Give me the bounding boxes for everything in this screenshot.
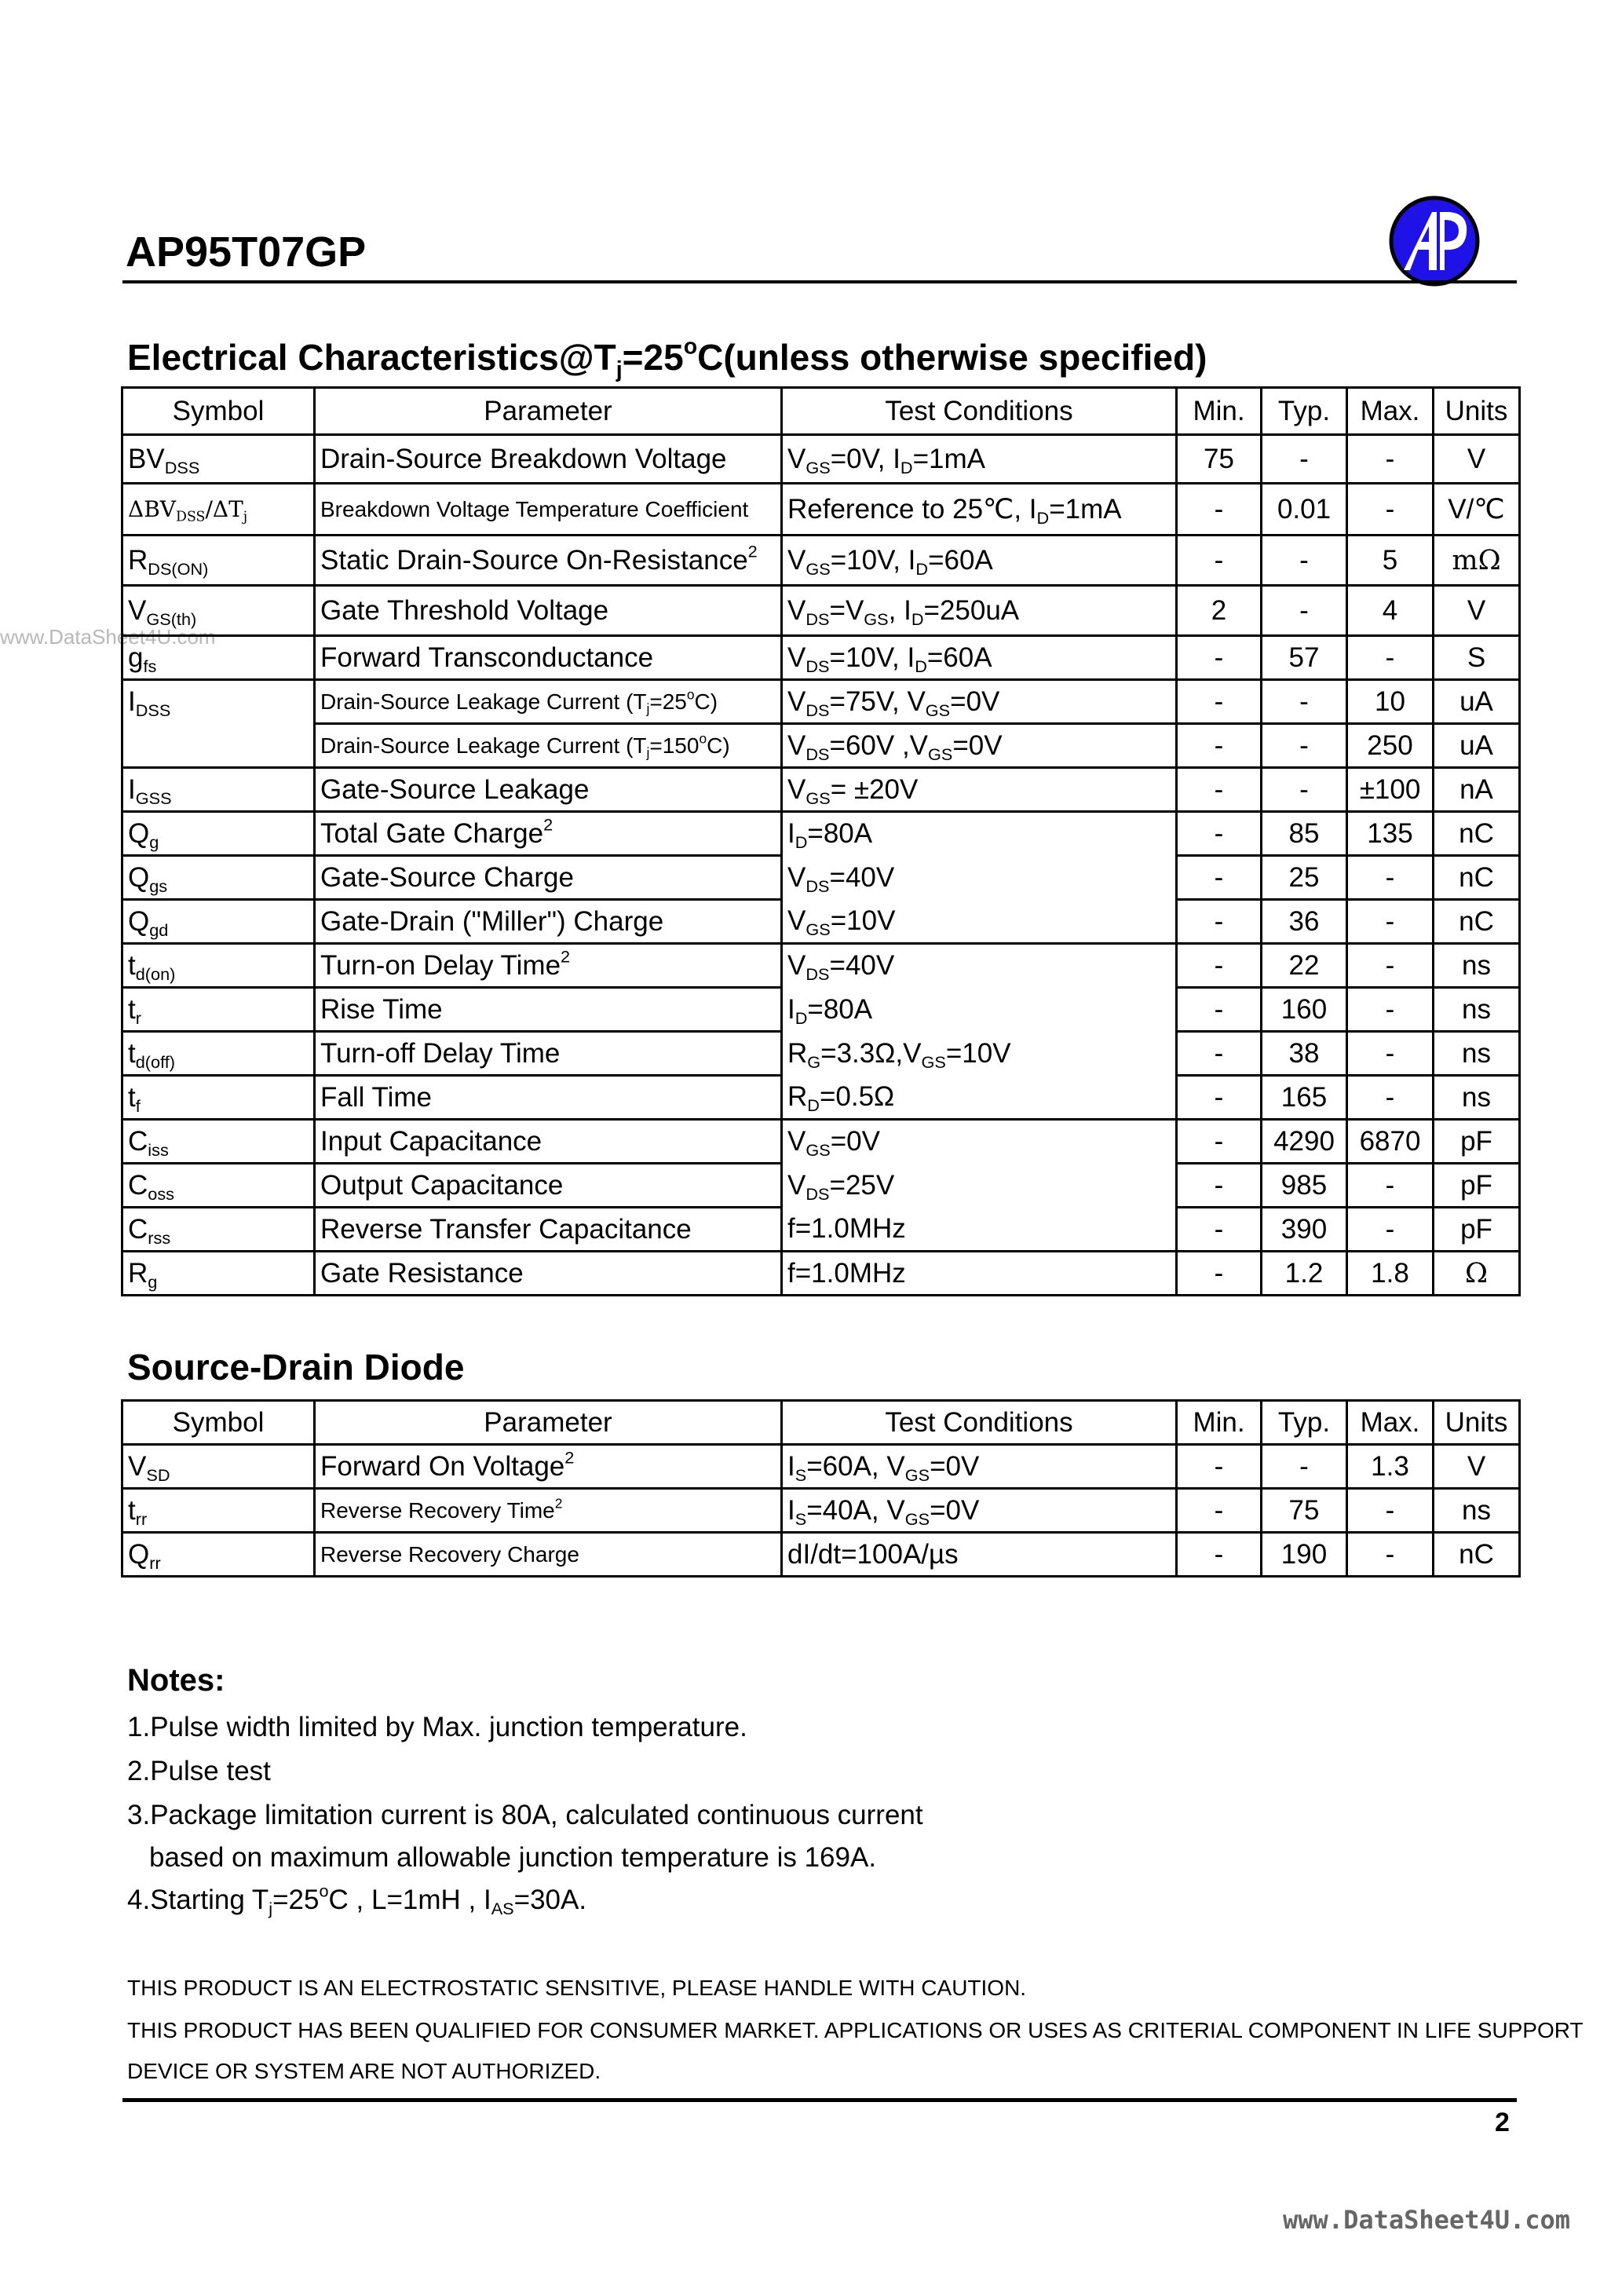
- parameter-cell: Reverse Recovery Charge: [315, 1533, 782, 1577]
- typ-cell: 22: [1262, 944, 1347, 988]
- header-rule: [122, 280, 1517, 283]
- condition-cell: $I_D=80A$: [782, 812, 1177, 856]
- unit-cell: ns: [1434, 1489, 1520, 1533]
- symbol-cell: $t_{d(off)}$: [122, 1032, 315, 1076]
- min-cell: -: [1177, 636, 1262, 680]
- typ-cell: 1.2: [1262, 1252, 1347, 1296]
- table-row: [122, 1489, 1520, 1533]
- table-row: [122, 484, 1520, 536]
- table-row: [122, 944, 1520, 988]
- condition-cell: $V_{DS}=10V$, $I_D=60A$: [782, 636, 1177, 680]
- typ-cell: 38: [1262, 1032, 1347, 1076]
- symbol-cell: $I_{GSS}$: [122, 768, 315, 812]
- max-cell: -: [1347, 435, 1434, 484]
- table-row: [122, 1032, 1520, 1076]
- column-header: Parameter: [315, 1401, 782, 1445]
- max-cell: -: [1347, 1533, 1434, 1577]
- min-cell: -: [1177, 1120, 1262, 1164]
- condition-cell: $R_G=3.3\Omega,V_{GS}=10V$: [782, 1032, 1177, 1076]
- unit-cell: V/℃: [1434, 484, 1520, 536]
- column-header: Typ.: [1262, 388, 1347, 435]
- notes-title: Notes:: [127, 1663, 225, 1698]
- max-cell: 5: [1347, 536, 1434, 586]
- typ-cell: 985: [1262, 1164, 1347, 1208]
- symbol-cell: $Q_{gd}$: [122, 900, 315, 944]
- symbol-cell: $V_{GS(th)}$: [122, 586, 315, 636]
- min-cell: -: [1177, 1164, 1262, 1208]
- unit-cell: nA: [1434, 768, 1520, 812]
- min-cell: -: [1177, 944, 1262, 988]
- symbol-cell: $t_{d(on)}$: [122, 944, 315, 988]
- min-cell: -: [1177, 1076, 1262, 1120]
- max-cell: 1.3: [1347, 1445, 1434, 1489]
- max-cell: -: [1347, 1208, 1434, 1252]
- unit-cell: ns: [1434, 1076, 1520, 1120]
- min-cell: 2: [1177, 586, 1262, 636]
- max-cell: -: [1347, 1164, 1434, 1208]
- parameter-cell: Reverse Transfer Capacitance: [315, 1208, 782, 1252]
- note-3-continued: based on maximum allowable junction temperature is 169A.: [149, 1842, 877, 1873]
- min-cell: -: [1177, 988, 1262, 1032]
- typ-cell: -: [1262, 536, 1347, 586]
- unit-cell: Ω: [1434, 1252, 1520, 1296]
- condition-cell: $V_{DS}=25V$: [782, 1164, 1177, 1208]
- symbol-cell: $g_{fs}$: [122, 636, 315, 680]
- parameter-cell: Rise Time: [315, 988, 782, 1032]
- max-cell: -: [1347, 900, 1434, 944]
- unit-cell: V: [1434, 435, 1520, 484]
- unit-cell: pF: [1434, 1120, 1520, 1164]
- condition-cell: $V_{GS}=10V$, $I_D=60A$: [782, 536, 1177, 586]
- footer-rule: [122, 2098, 1517, 2102]
- condition-cell: $V_{DS}=75V$, $V_{GS}=0V$: [782, 680, 1177, 724]
- note-4: 4.Starting $T_j=25^oC$ , L=1mH , $I_{AS}=30A$.: [127, 1881, 587, 1918]
- condition-cell: $I_D=80A$: [782, 988, 1177, 1032]
- symbol-cell: $V_{SD}$: [122, 1445, 315, 1489]
- parameter-cell: Drain-Source Leakage Current $(T_j=150^oC)$: [315, 724, 782, 768]
- parameter-cell: Gate-Drain ("Miller") Charge: [315, 900, 782, 944]
- unit-cell: nC: [1434, 900, 1520, 944]
- table-row: [122, 680, 1520, 724]
- unit-cell: mΩ: [1434, 536, 1520, 586]
- table-row: [122, 1533, 1520, 1577]
- typ-cell: -: [1262, 724, 1347, 768]
- unit-cell: pF: [1434, 1208, 1520, 1252]
- condition-cell: $V_{DS}=40V$: [782, 944, 1177, 988]
- typ-cell: -: [1262, 1445, 1347, 1489]
- min-cell: -: [1177, 1489, 1262, 1533]
- page-number: 2: [1495, 2108, 1510, 2137]
- table-row: [122, 988, 1520, 1032]
- note-2: 2.Pulse test: [127, 1756, 271, 1786]
- table-row: [122, 724, 1520, 768]
- min-cell: 75: [1177, 435, 1262, 484]
- typ-cell: -: [1262, 680, 1347, 724]
- column-header: Typ.: [1262, 1401, 1347, 1445]
- unit-cell: ns: [1434, 1032, 1520, 1076]
- column-header: Parameter: [315, 388, 782, 435]
- unit-cell: nC: [1434, 1533, 1520, 1577]
- symbol-cell: $C_{rss}$: [122, 1208, 315, 1252]
- symbol-cell: $Q_{rr}$: [122, 1533, 315, 1577]
- typ-cell: 4290: [1262, 1120, 1347, 1164]
- unit-cell: nC: [1434, 856, 1520, 900]
- table-row: [122, 1120, 1520, 1164]
- note-1: 1.Pulse width limited by Max. junction temperature.: [127, 1712, 747, 1742]
- typ-cell: 160: [1262, 988, 1347, 1032]
- min-cell: -: [1177, 900, 1262, 944]
- unit-cell: ns: [1434, 944, 1520, 988]
- min-cell: -: [1177, 1533, 1262, 1577]
- max-cell: -: [1347, 1489, 1434, 1533]
- column-header: Max.: [1347, 1401, 1434, 1445]
- condition-cell: $I_S=60A$, $V_{GS}=0V$: [782, 1445, 1177, 1489]
- symbol-cell: $t_r$: [122, 988, 315, 1032]
- max-cell: -: [1347, 1076, 1434, 1120]
- typ-cell: 75: [1262, 1489, 1347, 1533]
- symbol-cell: $t_{rr}$: [122, 1489, 315, 1533]
- typ-cell: 0.01: [1262, 484, 1347, 536]
- table-row: [122, 586, 1520, 636]
- max-cell: 135: [1347, 812, 1434, 856]
- table-row: [122, 812, 1520, 856]
- table-row: [122, 636, 1520, 680]
- parameter-cell: Static Drain-Source On-Resistance$^2$: [315, 536, 782, 586]
- typ-cell: -: [1262, 586, 1347, 636]
- esd-disclaimer: THIS PRODUCT IS AN ELECTROSTATIC SENSITIVE, PLEASE HANDLE WITH CAUTION.: [127, 1976, 1027, 2000]
- condition-cell: dI/dt=100A/µs: [782, 1533, 1177, 1577]
- unit-cell: ns: [1434, 988, 1520, 1032]
- parameter-cell: Reverse Recovery Time$^2$: [315, 1489, 782, 1533]
- min-cell: -: [1177, 724, 1262, 768]
- symbol-cell: $BV_{DSS}$: [122, 435, 315, 484]
- max-cell: 6870: [1347, 1120, 1434, 1164]
- min-cell: -: [1177, 768, 1262, 812]
- symbol-cell: $C_{oss}$: [122, 1164, 315, 1208]
- table-row: [122, 1252, 1520, 1296]
- table-row: [122, 1164, 1520, 1208]
- condition-cell: Reference to 25℃, $I_D=1mA$: [782, 484, 1177, 536]
- max-cell: 250: [1347, 724, 1434, 768]
- note-3: 3.Package limitation current is 80A, calculated continuous current: [127, 1800, 923, 1830]
- parameter-cell: Turn-off Delay Time: [315, 1032, 782, 1076]
- min-cell: -: [1177, 1208, 1262, 1252]
- unit-cell: uA: [1434, 680, 1520, 724]
- unit-cell: S: [1434, 636, 1520, 680]
- min-cell: -: [1177, 856, 1262, 900]
- parameter-cell: Gate-Source Charge: [315, 856, 782, 900]
- parameter-cell: Turn-on Delay Time$^2$: [315, 944, 782, 988]
- condition-cell: f=1.0MHz: [782, 1208, 1177, 1252]
- symbol-cell: $Q_{gs}$: [122, 856, 315, 900]
- condition-cell: $I_S=40A$, $V_{GS}=0V$: [782, 1489, 1177, 1533]
- company-logo: [1388, 195, 1481, 287]
- table-row: [122, 900, 1520, 944]
- source-drain-diode-title: Source-Drain Diode: [127, 1347, 465, 1387]
- typ-cell: 190: [1262, 1533, 1347, 1577]
- max-cell: 10: [1347, 680, 1434, 724]
- table-header-row: [122, 1401, 1520, 1445]
- symbol-cell: $R_g$: [122, 1252, 315, 1296]
- table-row: [122, 1208, 1520, 1252]
- parameter-cell: Breakdown Voltage Temperature Coefficient: [315, 484, 782, 536]
- condition-cell: $V_{DS}=40V$: [782, 856, 1177, 900]
- life-support-disclaimer: THIS PRODUCT HAS BEEN QUALIFIED FOR CONSUMER MARKET. APPLICATIONS OR USES AS CRITERIAL COMPONENT IN LIFE SUPPORT: [127, 2018, 1584, 2042]
- condition-cell: $V_{GS}=0V$: [782, 1120, 1177, 1164]
- typ-cell: 36: [1262, 900, 1347, 944]
- life-support-disclaimer-continued: DEVICE OR SYSTEM ARE NOT AUTHORIZED.: [127, 2059, 601, 2083]
- unit-cell: V: [1434, 1445, 1520, 1489]
- source-drain-diode-table: [121, 1399, 1521, 1578]
- max-cell: 1.8: [1347, 1252, 1434, 1296]
- parameter-cell: Drain-Source Leakage Current $(T_j=25^oC)$: [315, 680, 782, 724]
- typ-cell: -: [1262, 435, 1347, 484]
- parameter-cell: Gate-Source Leakage: [315, 768, 782, 812]
- column-header: Min.: [1177, 388, 1262, 435]
- parameter-cell: Forward On Voltage$^2$: [315, 1445, 782, 1489]
- max-cell: 4: [1347, 586, 1434, 636]
- unit-cell: uA: [1434, 724, 1520, 768]
- part-number-title: AP95T07GP: [126, 229, 367, 276]
- condition-cell: $V_{GS}= \pm 20V$: [782, 768, 1177, 812]
- parameter-cell: Drain-Source Breakdown Voltage: [315, 435, 782, 484]
- max-cell: -: [1347, 988, 1434, 1032]
- parameter-cell: Gate Threshold Voltage: [315, 586, 782, 636]
- column-header: Test Conditions: [782, 388, 1177, 435]
- parameter-cell: Forward Transconductance: [315, 636, 782, 680]
- max-cell: -: [1347, 636, 1434, 680]
- typ-cell: 165: [1262, 1076, 1347, 1120]
- table-row: [122, 768, 1520, 812]
- table-header-row: [122, 388, 1520, 435]
- parameter-cell: Fall Time: [315, 1076, 782, 1120]
- column-header: Units: [1434, 1401, 1520, 1445]
- condition-cell: $R_D=0.5\Omega$: [782, 1076, 1177, 1120]
- footer-url: www.DataSheet4U.com: [1283, 2205, 1571, 2235]
- max-cell: -: [1347, 1032, 1434, 1076]
- table-row: [122, 1076, 1520, 1120]
- condition-cell: $V_{DS}=V_{GS}$, $I_D=250uA$: [782, 586, 1177, 636]
- electrical-characteristics-table: [121, 386, 1521, 1296]
- table-row: [122, 856, 1520, 900]
- column-header: Symbol: [122, 388, 315, 435]
- table-row: [122, 435, 1520, 484]
- symbol-cell: [122, 724, 315, 768]
- min-cell: -: [1177, 680, 1262, 724]
- condition-cell: $V_{DS}=60V$ $,V_{GS}=0V$: [782, 724, 1177, 768]
- symbol-cell: $R_{DS(ON)}$: [122, 536, 315, 586]
- column-header: Units: [1434, 388, 1520, 435]
- symbol-cell: $I_{DSS}$: [122, 680, 315, 724]
- table-row: [122, 1445, 1520, 1489]
- min-cell: -: [1177, 1252, 1262, 1296]
- condition-cell: f=1.0MHz: [782, 1252, 1177, 1296]
- typ-cell: -: [1262, 768, 1347, 812]
- typ-cell: 57: [1262, 636, 1347, 680]
- min-cell: -: [1177, 1032, 1262, 1076]
- symbol-cell: $t_f$: [122, 1076, 315, 1120]
- symbol-cell: $Q_g$: [122, 812, 315, 856]
- min-cell: -: [1177, 812, 1262, 856]
- unit-cell: pF: [1434, 1164, 1520, 1208]
- column-header: Symbol: [122, 1401, 315, 1445]
- parameter-cell: Input Capacitance: [315, 1120, 782, 1164]
- electrical-characteristics-title: Electrical $Characteristics@T_j=25^oC(unless$ otherwise specified): [127, 334, 1207, 383]
- condition-cell: $V_{GS}=10V$: [782, 900, 1177, 944]
- unit-cell: V: [1434, 586, 1520, 636]
- min-cell: -: [1177, 536, 1262, 586]
- typ-cell: 25: [1262, 856, 1347, 900]
- max-cell: -: [1347, 856, 1434, 900]
- symbol-cell: $\Delta BV_{DSS}/\Delta T_j$: [122, 484, 315, 536]
- parameter-cell: Gate Resistance: [315, 1252, 782, 1296]
- parameter-cell: Output Capacitance: [315, 1164, 782, 1208]
- watermark-text: www.DataSheet4U.com: [0, 625, 216, 649]
- column-header: Min.: [1177, 1401, 1262, 1445]
- min-cell: -: [1177, 1445, 1262, 1489]
- max-cell: -: [1347, 484, 1434, 536]
- max-cell: ±100: [1347, 768, 1434, 812]
- condition-cell: $V_{GS}=0V$, $I_D=1mA$: [782, 435, 1177, 484]
- typ-cell: 85: [1262, 812, 1347, 856]
- column-header: Test Conditions: [782, 1401, 1177, 1445]
- typ-cell: 390: [1262, 1208, 1347, 1252]
- symbol-cell: $C_{iss}$: [122, 1120, 315, 1164]
- column-header: Max.: [1347, 388, 1434, 435]
- unit-cell: nC: [1434, 812, 1520, 856]
- min-cell: -: [1177, 484, 1262, 536]
- table-row: [122, 536, 1520, 586]
- max-cell: -: [1347, 944, 1434, 988]
- parameter-cell: Total Gate Charge$^2$: [315, 812, 782, 856]
